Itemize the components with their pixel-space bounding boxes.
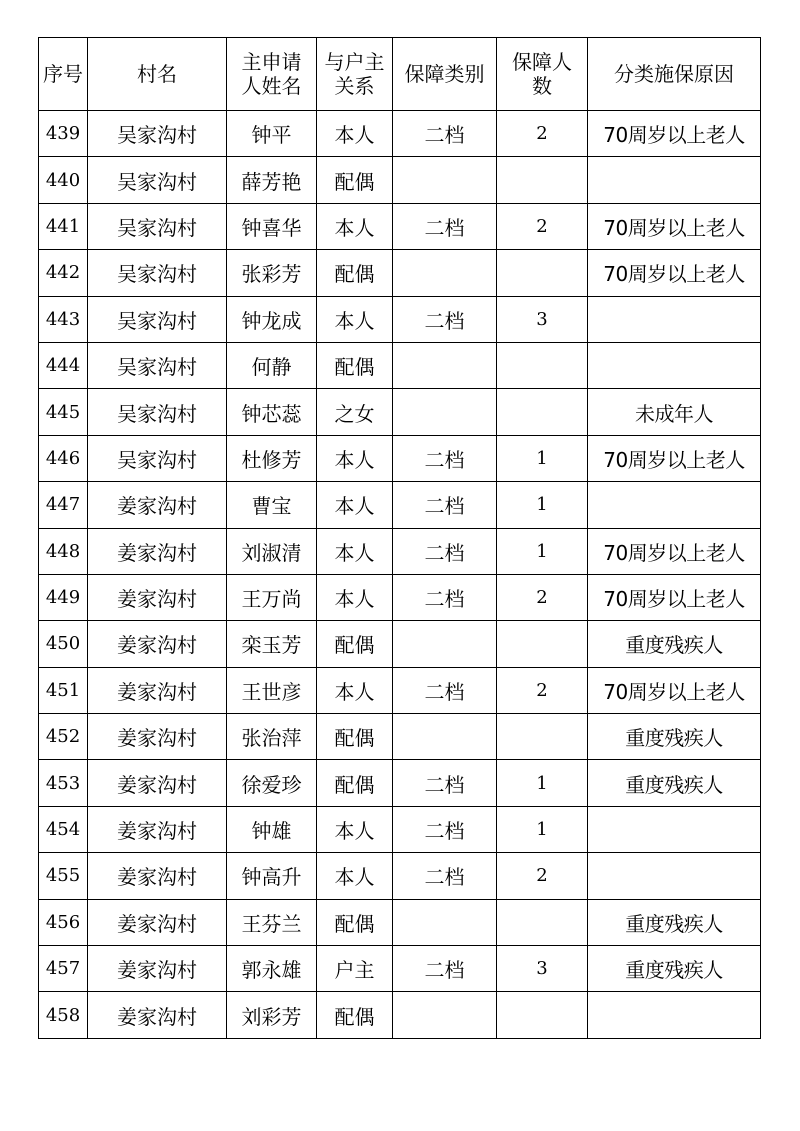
cell-name: 张彩芳 <box>227 250 317 296</box>
cell-count <box>497 342 588 388</box>
cell-category <box>393 714 497 760</box>
cell-name: 钟平 <box>227 111 317 157</box>
cell-village: 吴家沟村 <box>88 435 227 481</box>
cell-name: 王万尚 <box>227 574 317 620</box>
table-body <box>39 111 761 1039</box>
cell-count: 2 <box>497 111 588 157</box>
cell-village: 姜家沟村 <box>88 528 227 574</box>
cell-count: 1 <box>497 760 588 806</box>
cell-name: 王世彦 <box>227 667 317 713</box>
cell-reason: 重度残疾人 <box>588 621 761 667</box>
cell-village: 姜家沟村 <box>88 574 227 620</box>
header-category: 保障类别 <box>393 38 497 111</box>
cell-name: 何静 <box>227 342 317 388</box>
cell-category <box>393 157 497 203</box>
cell-name: 杜修芳 <box>227 435 317 481</box>
table-row <box>39 899 761 945</box>
cell-reason: 70周岁以上老人 <box>588 203 761 249</box>
cell-reason: 70周岁以上老人 <box>588 111 761 157</box>
header-seq: 序号 <box>39 38 88 111</box>
cell-village: 吴家沟村 <box>88 111 227 157</box>
cell-seq: 454 <box>39 806 88 852</box>
cell-relation: 本人 <box>317 528 393 574</box>
cell-seq: 443 <box>39 296 88 342</box>
cell-reason <box>588 157 761 203</box>
table-row <box>39 389 761 435</box>
table-row <box>39 250 761 296</box>
cell-seq: 447 <box>39 482 88 528</box>
cell-reason <box>588 806 761 852</box>
cell-seq: 455 <box>39 853 88 899</box>
cell-name: 钟高升 <box>227 853 317 899</box>
cell-seq: 456 <box>39 899 88 945</box>
cell-reason: 未成年人 <box>588 389 761 435</box>
cell-village: 姜家沟村 <box>88 760 227 806</box>
cell-relation: 本人 <box>317 853 393 899</box>
table-row <box>39 806 761 852</box>
cell-relation: 配偶 <box>317 621 393 667</box>
cell-relation: 本人 <box>317 435 393 481</box>
cell-relation: 本人 <box>317 111 393 157</box>
cell-seq: 457 <box>39 946 88 992</box>
cell-village: 姜家沟村 <box>88 482 227 528</box>
table-row <box>39 714 761 760</box>
cell-seq: 450 <box>39 621 88 667</box>
table-row <box>39 203 761 249</box>
cell-village: 吴家沟村 <box>88 389 227 435</box>
table-row <box>39 667 761 713</box>
cell-relation: 配偶 <box>317 714 393 760</box>
cell-category: 二档 <box>393 853 497 899</box>
cell-name: 郭永雄 <box>227 946 317 992</box>
table-row <box>39 853 761 899</box>
table-row <box>39 435 761 481</box>
cell-name: 刘彩芳 <box>227 992 317 1038</box>
cell-seq: 446 <box>39 435 88 481</box>
cell-village: 姜家沟村 <box>88 621 227 667</box>
cell-category: 二档 <box>393 111 497 157</box>
cell-relation: 配偶 <box>317 342 393 388</box>
cell-category: 二档 <box>393 574 497 620</box>
cell-count <box>497 250 588 296</box>
cell-category: 二档 <box>393 667 497 713</box>
cell-count <box>497 714 588 760</box>
cell-category: 二档 <box>393 760 497 806</box>
cell-reason <box>588 296 761 342</box>
cell-count <box>497 389 588 435</box>
table-row <box>39 574 761 620</box>
cell-reason: 70周岁以上老人 <box>588 574 761 620</box>
cell-reason: 重度残疾人 <box>588 946 761 992</box>
cell-seq: 439 <box>39 111 88 157</box>
cell-count: 1 <box>497 528 588 574</box>
cell-count: 3 <box>497 296 588 342</box>
cell-count: 1 <box>497 806 588 852</box>
cell-count: 2 <box>497 853 588 899</box>
cell-category <box>393 389 497 435</box>
cell-relation: 配偶 <box>317 992 393 1038</box>
table-row <box>39 528 761 574</box>
cell-relation: 之女 <box>317 389 393 435</box>
cell-category <box>393 899 497 945</box>
cell-village: 姜家沟村 <box>88 806 227 852</box>
cell-category: 二档 <box>393 482 497 528</box>
cell-village: 姜家沟村 <box>88 714 227 760</box>
assistance-roster-table <box>38 37 761 1039</box>
cell-relation: 本人 <box>317 203 393 249</box>
cell-name: 钟龙成 <box>227 296 317 342</box>
header-row <box>39 38 761 111</box>
cell-village: 姜家沟村 <box>88 899 227 945</box>
cell-relation: 本人 <box>317 482 393 528</box>
cell-village: 吴家沟村 <box>88 296 227 342</box>
cell-count: 2 <box>497 574 588 620</box>
cell-count <box>497 899 588 945</box>
cell-reason <box>588 482 761 528</box>
cell-category: 二档 <box>393 946 497 992</box>
table-row <box>39 157 761 203</box>
table-row <box>39 296 761 342</box>
cell-village: 吴家沟村 <box>88 250 227 296</box>
cell-name: 刘淑清 <box>227 528 317 574</box>
cell-category <box>393 992 497 1038</box>
header-village: 村名 <box>88 38 227 111</box>
cell-count: 2 <box>497 203 588 249</box>
cell-village: 姜家沟村 <box>88 853 227 899</box>
cell-relation: 配偶 <box>317 760 393 806</box>
cell-relation: 配偶 <box>317 899 393 945</box>
cell-village: 姜家沟村 <box>88 667 227 713</box>
table-row <box>39 482 761 528</box>
cell-name: 钟喜华 <box>227 203 317 249</box>
cell-category: 二档 <box>393 203 497 249</box>
header-relation: 与户主 关系 <box>317 38 393 111</box>
table-row <box>39 992 761 1038</box>
header-applicant: 主申请 人姓名 <box>227 38 317 111</box>
cell-reason <box>588 342 761 388</box>
cell-name: 钟芯蕊 <box>227 389 317 435</box>
table-row <box>39 111 761 157</box>
cell-reason: 重度残疾人 <box>588 760 761 806</box>
cell-name: 栾玉芳 <box>227 621 317 667</box>
cell-seq: 444 <box>39 342 88 388</box>
cell-category: 二档 <box>393 806 497 852</box>
cell-count <box>497 621 588 667</box>
cell-seq: 440 <box>39 157 88 203</box>
cell-name: 钟雄 <box>227 806 317 852</box>
cell-name: 徐爱珍 <box>227 760 317 806</box>
cell-village: 吴家沟村 <box>88 203 227 249</box>
cell-village: 吴家沟村 <box>88 342 227 388</box>
header-reason: 分类施保原因 <box>588 38 761 111</box>
cell-category: 二档 <box>393 296 497 342</box>
cell-name: 张治萍 <box>227 714 317 760</box>
cell-category: 二档 <box>393 528 497 574</box>
cell-seq: 458 <box>39 992 88 1038</box>
cell-seq: 451 <box>39 667 88 713</box>
cell-reason: 重度残疾人 <box>588 899 761 945</box>
cell-relation: 户主 <box>317 946 393 992</box>
cell-category <box>393 250 497 296</box>
cell-category <box>393 621 497 667</box>
cell-seq: 448 <box>39 528 88 574</box>
cell-name: 薛芳艳 <box>227 157 317 203</box>
cell-count: 1 <box>497 435 588 481</box>
cell-category <box>393 342 497 388</box>
cell-seq: 441 <box>39 203 88 249</box>
cell-count: 1 <box>497 482 588 528</box>
cell-village: 姜家沟村 <box>88 992 227 1038</box>
cell-village: 吴家沟村 <box>88 157 227 203</box>
cell-seq: 449 <box>39 574 88 620</box>
cell-reason: 70周岁以上老人 <box>588 667 761 713</box>
cell-reason <box>588 992 761 1038</box>
cell-seq: 442 <box>39 250 88 296</box>
cell-reason <box>588 853 761 899</box>
cell-relation: 本人 <box>317 667 393 713</box>
cell-relation: 配偶 <box>317 250 393 296</box>
cell-reason: 重度残疾人 <box>588 714 761 760</box>
header-count: 保障人 数 <box>497 38 588 111</box>
cell-count: 2 <box>497 667 588 713</box>
cell-seq: 452 <box>39 714 88 760</box>
cell-relation: 本人 <box>317 574 393 620</box>
table-row <box>39 760 761 806</box>
cell-seq: 445 <box>39 389 88 435</box>
table-row <box>39 342 761 388</box>
cell-reason: 70周岁以上老人 <box>588 435 761 481</box>
cell-count: 3 <box>497 946 588 992</box>
cell-reason: 70周岁以上老人 <box>588 528 761 574</box>
cell-category: 二档 <box>393 435 497 481</box>
cell-relation: 配偶 <box>317 157 393 203</box>
cell-count <box>497 992 588 1038</box>
cell-name: 曹宝 <box>227 482 317 528</box>
cell-name: 王芬兰 <box>227 899 317 945</box>
cell-count <box>497 157 588 203</box>
cell-relation: 本人 <box>317 806 393 852</box>
cell-relation: 本人 <box>317 296 393 342</box>
cell-seq: 453 <box>39 760 88 806</box>
table-row <box>39 946 761 992</box>
cell-reason: 70周岁以上老人 <box>588 250 761 296</box>
cell-village: 姜家沟村 <box>88 946 227 992</box>
table-row <box>39 621 761 667</box>
